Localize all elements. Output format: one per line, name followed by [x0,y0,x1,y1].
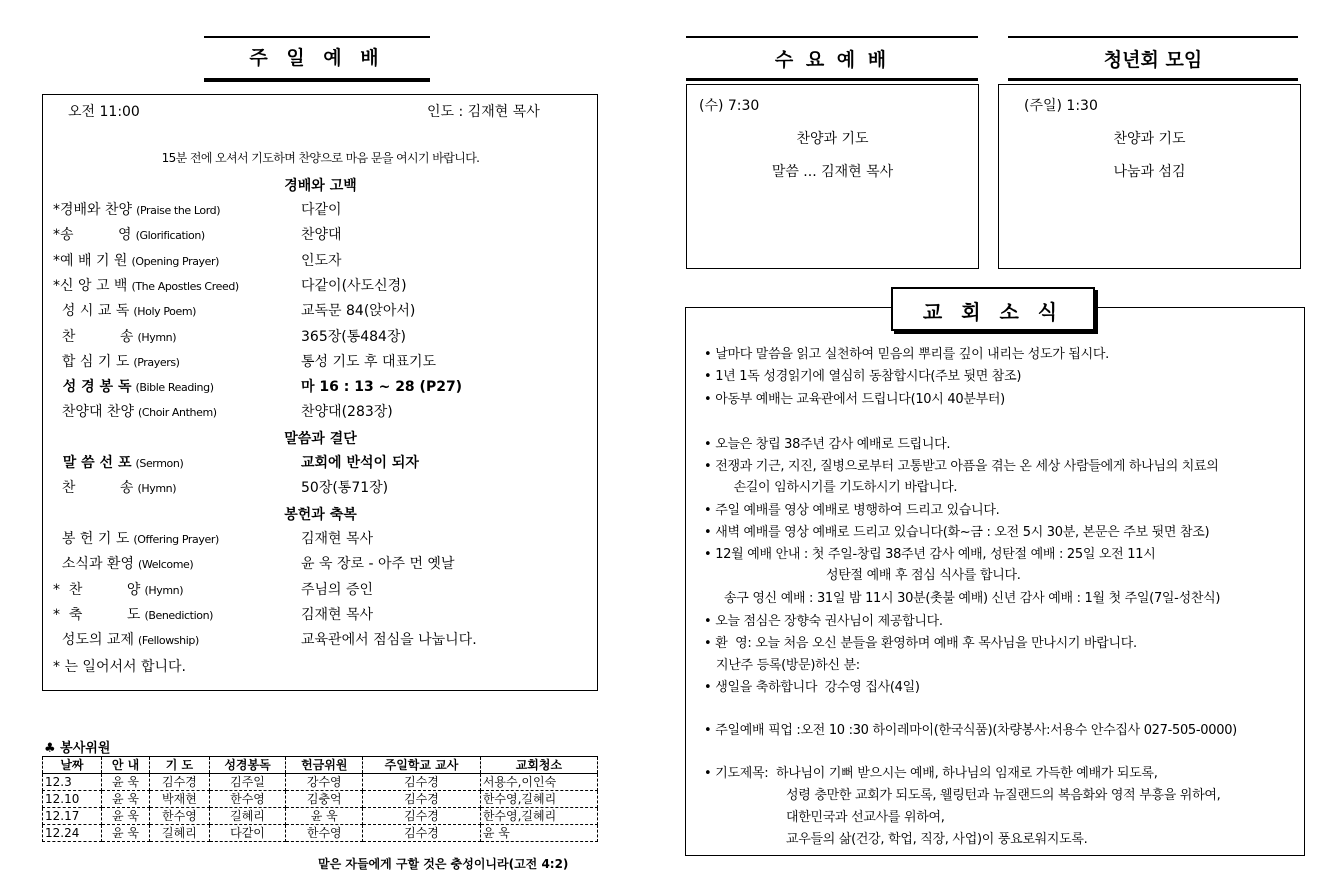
order-item [53,199,583,221]
order-item [53,351,583,373]
order-item-en: (Hymn) [144,583,184,597]
youth-box [998,84,1301,269]
wednesday-line2: 말씀 ... 김재현 목사 [771,164,894,180]
volunteers-cell: 12.24 [43,825,102,842]
order-item-label [53,528,219,551]
news-item: • 기도제목: 하나님이 기뻐 받으시는 예배, 하나님의 임재로 가득한 예배가 되도록, [704,766,1158,781]
order-item-ko: * 축 도 [53,606,141,623]
volunteers-title: ♣ 봉사위원 [44,741,111,756]
order-item [53,579,583,601]
volunteers-header: 기 도 [150,757,209,774]
order-item-en: (Hymn) [137,482,177,496]
news-item: 지난주 등록(방문)하신 분: [716,658,860,673]
order-item-label [53,250,219,273]
order-item-value: 통성 기도 후 대표기도 [301,353,437,370]
order-item [53,326,583,348]
volunteers-cell: 길혜리 [209,808,286,825]
order-item-en: (Opening Prayer) [131,254,220,268]
order-item-value: 50장(통71장) [301,480,389,497]
order-item-value: 교독문 84(앉아서) [301,303,416,320]
volunteers-cell: 윤 욱 [286,808,363,825]
volunteers-header: 헌금위원 [286,757,363,774]
youth-line1: 찬양과 기도 [1113,131,1186,147]
news-item: • 전쟁과 기근, 지진, 질병으로부터 고통받고 아픔을 겪는 온 세상 사람들에게 하나님의 치료의 [704,459,1219,474]
volunteers-cell: 윤 욱 [101,808,149,825]
order-item-value: 마 16 : 13 ~ 28 (P27) [301,379,463,396]
volunteers-cell: 강수영 [286,774,363,791]
order-item-ko: *송 영 [53,227,132,244]
order-item-ko: * 찬 양 [53,581,141,598]
order-item-ko: *경배와 찬양 [53,202,133,218]
volunteers-header: 교회청소 [480,757,597,774]
order-item [53,300,583,322]
volunteers-row [43,791,598,808]
volunteers-header: 주일학교 교사 [363,757,481,774]
order-item-value: 인도자 [301,252,342,269]
order-item [53,452,583,474]
news-item: • 환 영: 오늘 처음 오신 분들을 환영하며 예배 후 목사님을 만나시기 바랍니다. [704,636,1137,651]
order-item-ko: 소식과 환영 [53,556,134,573]
volunteers-header: 안 내 [101,757,149,774]
volunteers-cell: 김주일 [209,774,286,791]
section-heading: 경배와 고백 [284,178,357,194]
volunteers-cell: 12.10 [43,791,102,808]
volunteers-cell: 한수영,길혜리 [480,808,597,825]
order-item-en: (Prayers) [133,355,180,369]
volunteers-row [43,825,598,842]
volunteers-cell: 다같이 [209,825,286,842]
order-item-ko: 찬 송 [53,480,134,497]
prep-notice: 15분 전에 오셔서 기도하며 찬양으로 마음 문을 여시기 바랍니다. [161,151,480,165]
order-item-label [53,401,217,424]
volunteers-cell: 길혜리 [150,825,209,842]
order-item-value: 다같이(사도신경) [301,277,407,294]
volunteers-row [43,808,598,825]
volunteers-cell: 12.17 [43,808,102,825]
worship-leader: 인도 : 김재현 목사 [427,104,540,120]
order-item-value: 윤 욱 장로 - 아주 먼 옛날 [301,556,455,573]
volunteers-cell: 김수경 [150,774,209,791]
order-item-ko: 성도의 교제 [53,632,134,649]
volunteers-row [43,774,598,791]
wednesday-box [686,84,979,269]
order-item-value: 다같이 [301,202,342,218]
order-item-ko: 찬양대 찬양 [53,404,134,421]
order-item [53,376,583,398]
wednesday-time: (수) 7:30 [699,98,760,114]
sunday-title: 주 일 예 배 [204,36,430,82]
news-item: • 주일 예배를 영상 예배로 병행하여 드리고 있습니다. [704,503,1000,518]
volunteers-table [42,756,598,842]
news-item: • 오늘은 창립 38주년 감사 예배로 드립니다. [704,437,951,452]
order-item-value: 김재현 목사 [301,606,374,623]
news-item: • 오늘 점심은 장향숙 권사님이 제공합니다. [704,614,943,629]
news-item: • 날마다 말씀을 읽고 실천하여 믿음의 뿌리를 깊이 내리는 성도가 됩시다. [704,347,1110,362]
order-item-ko: *예 배 기 원 [53,252,128,269]
order-item [53,250,583,272]
wednesday-title: 수 요 예 배 [686,36,978,81]
order-item-ko: 찬 송 [53,328,134,345]
order-item-label [53,326,176,349]
volunteers-cell: 박재현 [150,791,209,808]
order-item-ko: 봉 헌 기 도 [53,531,130,547]
order-item-en: (Hymn) [137,330,177,344]
volunteers-cell: 윤 욱 [101,774,149,791]
order-item-en: (Bible Reading) [135,381,214,395]
order-item-en: (Benediction) [144,608,214,622]
order-item-label [53,351,180,374]
volunteers-cell: 12.3 [43,774,102,791]
section-heading: 봉헌과 축복 [284,507,357,523]
news-item: • 새벽 예배를 영상 예배로 드리고 있습니다(화~금 : 오전 5시 30분, 본문은 주보 뒷면 참조) [704,525,1210,540]
volunteers-cell: 김수경 [363,774,481,791]
order-item-en: (Welcome) [137,558,194,572]
order-item [53,528,583,550]
volunteers-cell: 윤 욱 [480,825,597,842]
order-item-en: (Choir Anthem) [137,406,217,420]
volunteers-header: 날짜 [43,757,102,774]
order-item-en: (Offering Prayer) [133,533,219,546]
youth-line2: 나눔과 섬김 [1113,164,1186,180]
order-item-en: (Glorification) [135,229,205,243]
order-item-ko: 합 심 기 도 [53,353,130,370]
news-item: • 1년 1독 성경읽기에 열심히 동참합시다(주보 뒷면 참조) [704,369,1022,384]
news-item: 교우들의 삶(건강, 학업, 직장, 사업)이 풍요로워지도록. [786,832,1088,847]
volunteers-cell: 윤 욱 [101,825,149,842]
order-item-value: 365장(통484장) [301,328,406,345]
order-item-value: 주님의 증인 [301,581,374,598]
volunteers-cell: 김수경 [363,825,481,842]
standing-footnote: * 는 일어서서 합니다. [53,659,186,675]
wednesday-line1: 찬양과 기도 [796,131,869,147]
volunteers-cell: 윤 욱 [101,791,149,808]
sunday-order-box [42,94,598,691]
news-item: 손길이 임하시기를 기도하시기 바랍니다. [722,480,958,495]
order-item-label [53,629,199,652]
order-item [53,604,583,626]
order-item-en: (Praise the Lord) [136,204,221,217]
order-item-label [53,579,183,602]
news-item: 대한민국과 선교사를 위하여, [786,810,945,825]
order-item-label [53,199,220,222]
order-item-label [53,553,193,576]
order-item-label [53,477,176,500]
youth-time: (주일) 1:30 [1024,98,1098,114]
news-item: 송구 영신 예배 : 31일 밤 11시 30분(촛불 예배) 신년 감사 예배 : 1월 첫 주일(7일-성찬식) [724,591,1221,606]
volunteers-cell: 한수영,길혜리 [480,791,597,808]
order-item-label [53,300,196,323]
order-item [53,224,583,246]
volunteers-header: 성경봉독 [209,757,286,774]
news-item: 성령 충만한 교회가 되도록, 웰링턴과 뉴질랜드의 복음화와 영적 부흥을 위하여, [786,788,1221,803]
order-item-ko: *신 앙 고 백 [53,277,128,294]
order-item-ko: 성 경 봉 독 [53,379,132,396]
order-item-label [53,224,205,247]
order-item-en: (Sermon) [135,457,184,470]
volunteers-cell: 한수영 [209,791,286,808]
order-item-en: (Holy Poem) [133,305,197,319]
order-item [53,275,583,297]
volunteers-cell: 한수영 [286,825,363,842]
order-item-ko: 성 시 교 독 [53,303,130,320]
order-item-en: (The Apostles Creed) [131,279,239,293]
order-item-value: 교회에 반석이 되자 [301,455,419,471]
order-item [53,553,583,575]
order-item-label [53,275,239,298]
news-box [685,307,1305,856]
order-item [53,401,583,423]
order-item-value: 찬양대(283장) [301,404,393,421]
worship-time: 오전 11:00 [68,104,140,120]
volunteers-cell: 김수경 [363,808,481,825]
order-item-label [53,376,214,399]
volunteers-cell: 김수경 [363,791,481,808]
order-item-value: 김재현 목사 [301,531,374,547]
order-item [53,629,583,651]
news-item: • 12월 예배 안내 : 첫 주일-창립 38주년 감사 예배, 성탄절 예배 : 25일 오전 11시 [704,547,1156,562]
order-item-label [53,604,213,627]
order-item-value: 찬양대 [301,227,342,244]
section-heading: 말씀과 결단 [284,431,357,447]
order-item-value: 교육관에서 점심을 나눕니다. [301,632,477,649]
news-item: • 생일을 축하합니다 강수영 집사(4일) [704,680,920,695]
news-item: • 주일예배 픽업 :오전 10 :30 하이레마이(한국식품)(차량봉사:서용수 안수집사 027-505-0000) [704,723,1237,738]
order-item-label [53,452,183,475]
news-item: • 아동부 예배는 교육관에서 드립니다(10시 40분부터) [704,392,1005,407]
scripture-verse: 맡은 자들에게 구할 것은 충성이니라(고전 4:2) [318,857,569,871]
order-item [53,477,583,499]
order-item-ko: 말 씀 선 포 [53,455,132,471]
youth-title: 청년회 모임 [1008,36,1298,81]
volunteers-cell: 김충억 [286,791,363,808]
volunteers-cell: 한수영 [150,808,209,825]
news-item: 성탄절 예배 후 점심 식사를 합니다. [826,568,1021,583]
order-item-en: (Fellowship) [137,634,199,648]
volunteers-cell: 서용수,이인숙 [480,774,597,791]
news-title: 교 회 소 식 [891,287,1095,331]
